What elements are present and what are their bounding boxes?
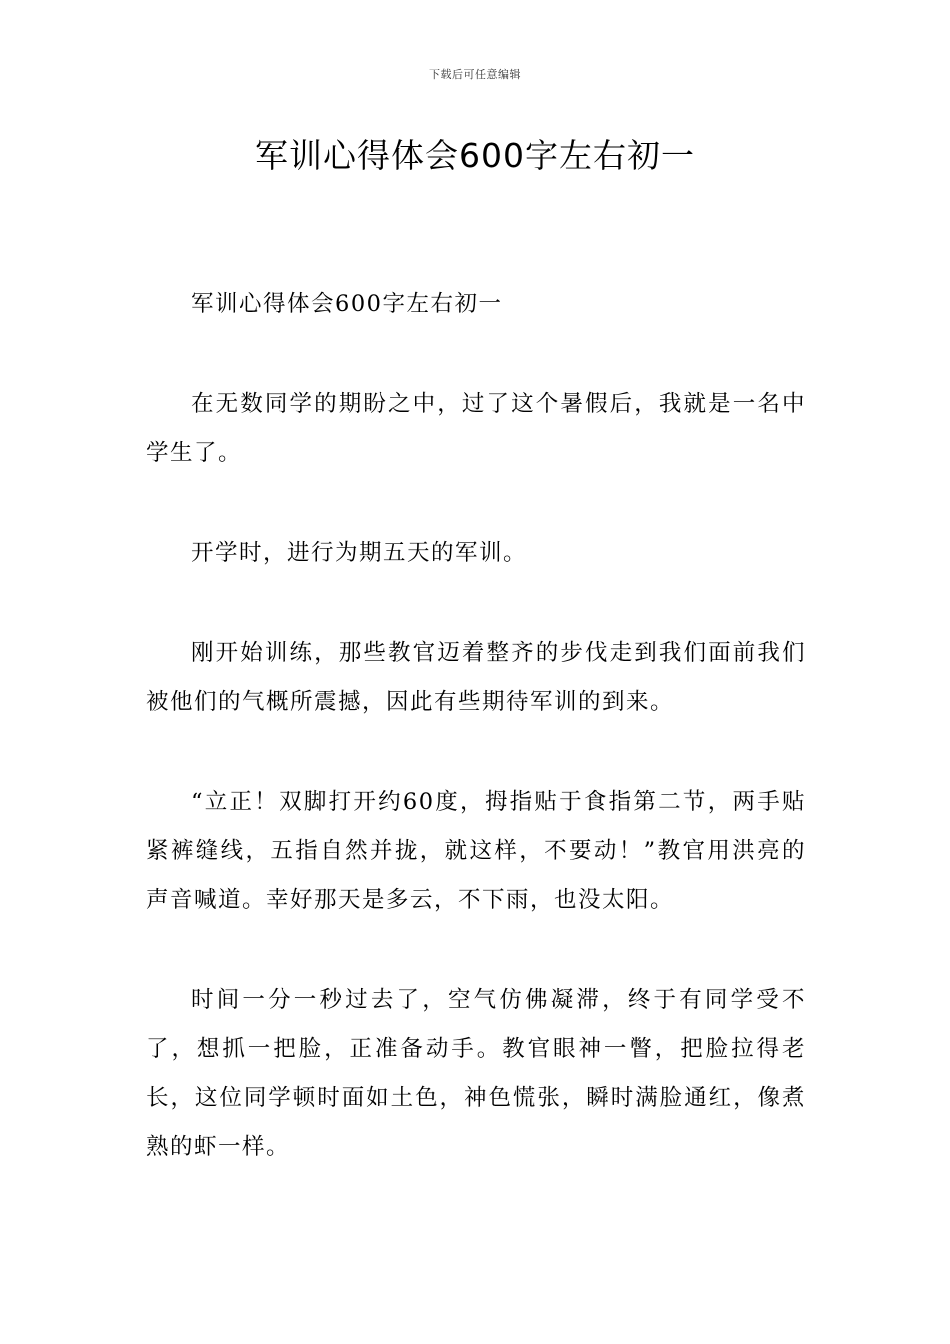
header-note: 下载后可任意编辑 — [429, 68, 521, 81]
paragraph: 刚开始训练，那些教官迈着整齐的步伐走到我们面前我们被他们的气概所震撼，因此有些期待军训的到来。 — [146, 640, 806, 715]
document-title: 军训心得体会600字左右初一 — [255, 136, 695, 175]
paragraph-subtitle: 军训心得体会600字左右初一 — [191, 291, 503, 317]
paragraph: 时间一分一秒过去了，空气仿佛凝滞，终于有同学受不了，想抓一把脸，正准备动手。教官眼神一瞥，把脸拉得老长，这位同学顿时面如土色，神色慌张，瞬时满脸通红，像煮熟的虾一样。 — [146, 987, 806, 1160]
document-body — [146, 280, 806, 1223]
paragraph: 开学时，进行为期五天的军训。 — [191, 540, 528, 566]
paragraph: “立正！双脚打开约60度，拇指贴于食指第二节，两手贴紧裤缝线，五指自然并拢，就这样，不要动！”教官用洪亮的声音喊道。幸好那天是多云，不下雨，也没太阳。 — [146, 789, 806, 913]
paragraph: 在无数同学的期盼之中，过了这个暑假后，我就是一名中学生了。 — [146, 391, 806, 466]
